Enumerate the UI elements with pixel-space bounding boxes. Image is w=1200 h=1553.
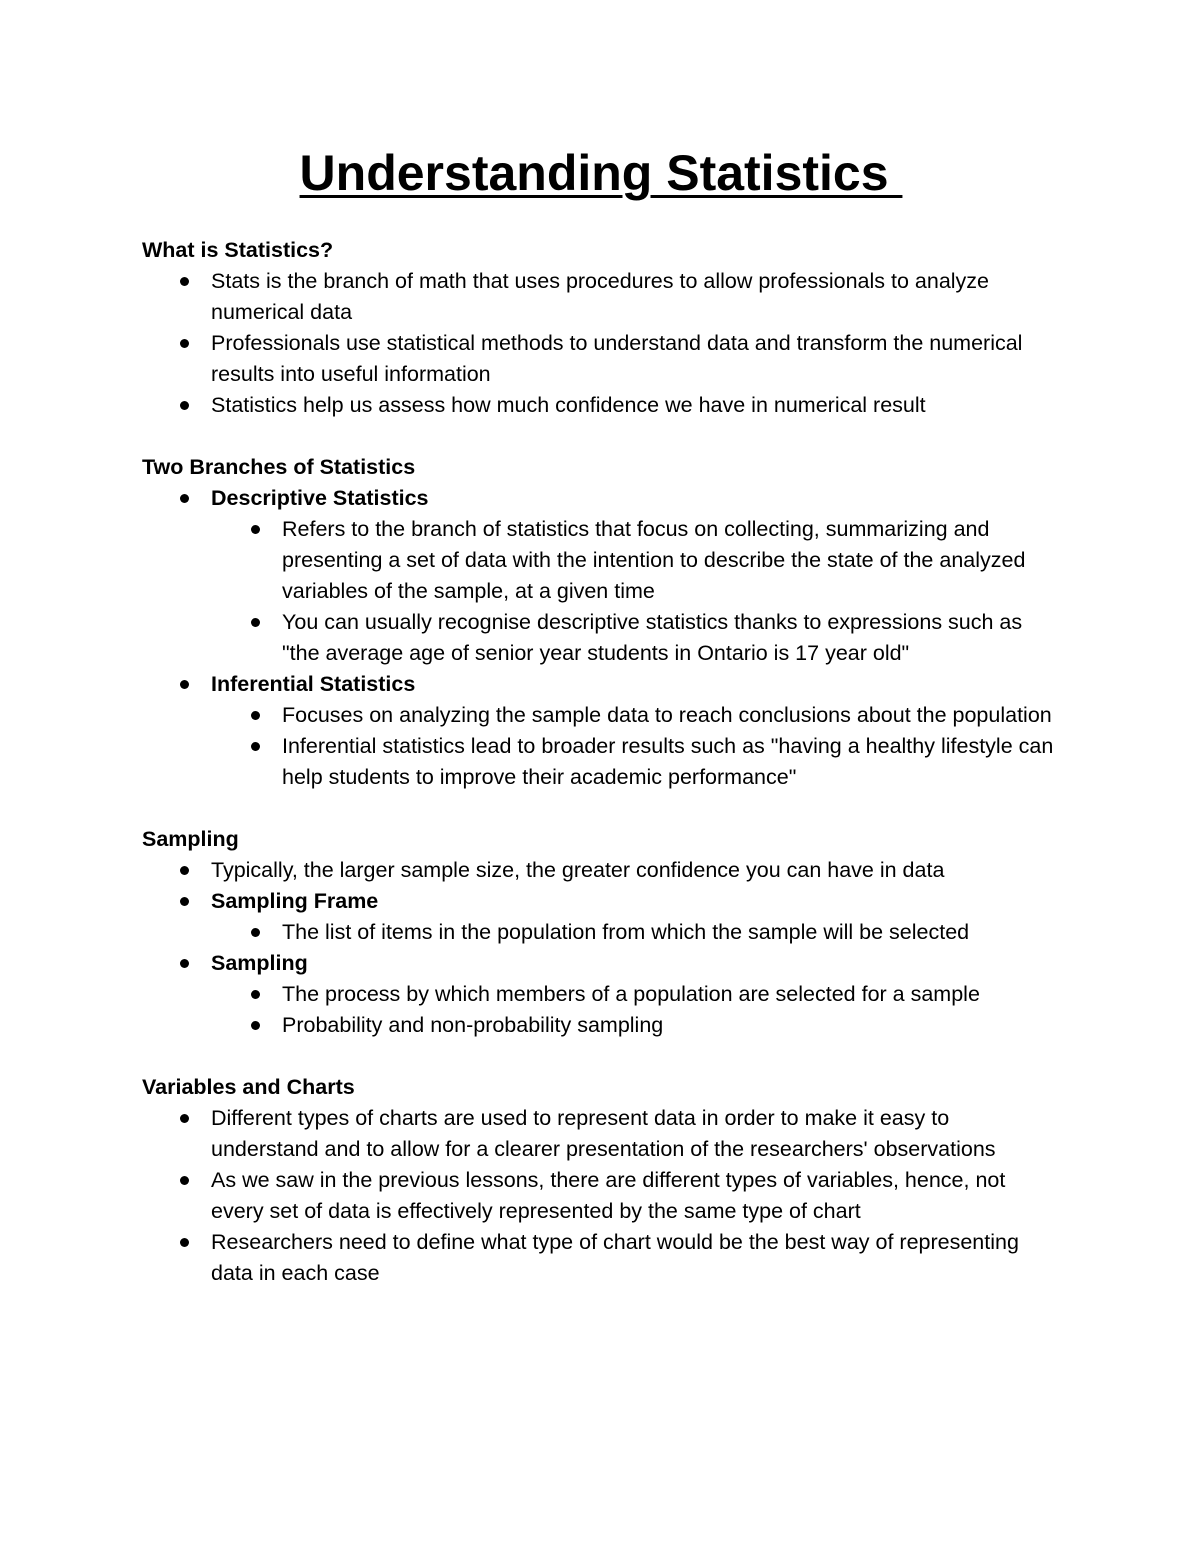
section-two-branches	[142, 452, 1060, 793]
bullet-icon	[251, 1021, 260, 1030]
bullet-icon	[251, 990, 260, 999]
bullet-icon	[180, 339, 189, 348]
sub-list-item	[211, 514, 1060, 607]
bullet-icon	[180, 866, 189, 875]
subheading-sampling: Sampling	[211, 951, 308, 975]
list-item	[142, 1103, 1060, 1165]
section-sampling	[142, 824, 1060, 1041]
list-item-text: Stats is the branch of math that uses procedures to allow professionals to analyze numerical data	[211, 269, 990, 324]
list-item	[142, 886, 1060, 948]
section-what-is-statistics	[142, 235, 1060, 421]
sub-bullet-list	[211, 514, 1060, 669]
page-title: Understanding Statistics	[299, 145, 903, 201]
section-heading: What is Statistics?	[142, 238, 334, 262]
list-item-text: Researchers need to define what type of chart would be the best way of representing data in each case	[211, 1230, 1019, 1285]
list-item-text: Statistics help us assess how much confidence we have in numerical result	[211, 393, 926, 417]
bullet-icon	[180, 1176, 189, 1185]
list-item	[142, 948, 1060, 1041]
bullet-icon	[251, 928, 260, 937]
bullet-icon	[251, 742, 260, 751]
sub-list-item-text: Focuses on analyzing the sample data to reach conclusions about the population	[282, 703, 1052, 727]
list-item	[142, 390, 1060, 421]
sub-list-item-text: Inferential statistics lead to broader results such as "having a healthy lifestyle can help students to improve their academic performance"	[282, 734, 1054, 789]
list-item-text: Professionals use statistical methods to understand data and transform the numerical results into useful information	[211, 331, 1023, 386]
list-item	[142, 855, 1060, 886]
list-item	[142, 483, 1060, 669]
bullet-list	[142, 855, 1060, 1041]
bullet-icon	[180, 680, 189, 689]
sub-list-item-text: The list of items in the population from which the sample will be selected	[282, 920, 970, 944]
section-heading: Variables and Charts	[142, 1075, 355, 1099]
sub-list-item-text: You can usually recognise descriptive statistics thanks to expressions such as "the average age of senior year students in Ontario is 17 year old"	[282, 610, 1023, 665]
bullet-list	[142, 483, 1060, 793]
bullet-list	[142, 266, 1060, 421]
bullet-icon	[180, 401, 189, 410]
sub-list-item-text: Probability and non-probability sampling	[282, 1013, 664, 1037]
bullet-icon	[180, 1114, 189, 1123]
section-heading: Two Branches of Statistics	[142, 455, 416, 479]
bullet-list	[142, 1103, 1060, 1289]
list-item	[142, 1227, 1060, 1289]
sub-list-item	[211, 979, 1060, 1010]
list-item-text: As we saw in the previous lessons, there are different types of variables, hence, not every set of data is effectively represented by the same type of chart	[211, 1168, 1006, 1223]
section-variables-and-charts	[142, 1072, 1060, 1289]
sub-bullet-list	[211, 700, 1060, 793]
bullet-icon	[180, 494, 189, 503]
sub-bullet-list	[211, 917, 1060, 948]
sub-bullet-list	[211, 979, 1060, 1041]
bullet-icon	[180, 277, 189, 286]
section-heading: Sampling	[142, 827, 239, 851]
sub-list-item	[211, 731, 1060, 793]
bullet-icon	[180, 959, 189, 968]
bullet-icon	[251, 711, 260, 720]
sub-list-item	[211, 700, 1060, 731]
list-item	[142, 266, 1060, 328]
subheading-inferential-statistics: Inferential Statistics	[211, 672, 416, 696]
sub-list-item-text: Refers to the branch of statistics that focus on collecting, summarizing and presenting a set of data with the intention to describe the state of the analyzed variables of the sample, at a given time	[282, 517, 1026, 603]
sub-list-item	[211, 917, 1060, 948]
sub-list-item	[211, 607, 1060, 669]
subheading-sampling-frame: Sampling Frame	[211, 889, 379, 913]
sub-list-item-text: The process by which members of a population are selected for a sample	[282, 982, 980, 1006]
list-item	[142, 328, 1060, 390]
sub-list-item	[211, 1010, 1060, 1041]
list-item-text: Typically, the larger sample size, the greater confidence you can have in data	[211, 858, 945, 882]
list-item-text: Different types of charts are used to represent data in order to make it easy to understand and to allow for a clearer presentation of the researchers' observations	[211, 1106, 996, 1161]
bullet-icon	[180, 897, 189, 906]
bullet-icon	[251, 525, 260, 534]
bullet-icon	[251, 618, 260, 627]
bullet-icon	[180, 1238, 189, 1247]
subheading-descriptive-statistics: Descriptive Statistics	[211, 486, 429, 510]
list-item	[142, 669, 1060, 793]
list-item	[142, 1165, 1060, 1227]
